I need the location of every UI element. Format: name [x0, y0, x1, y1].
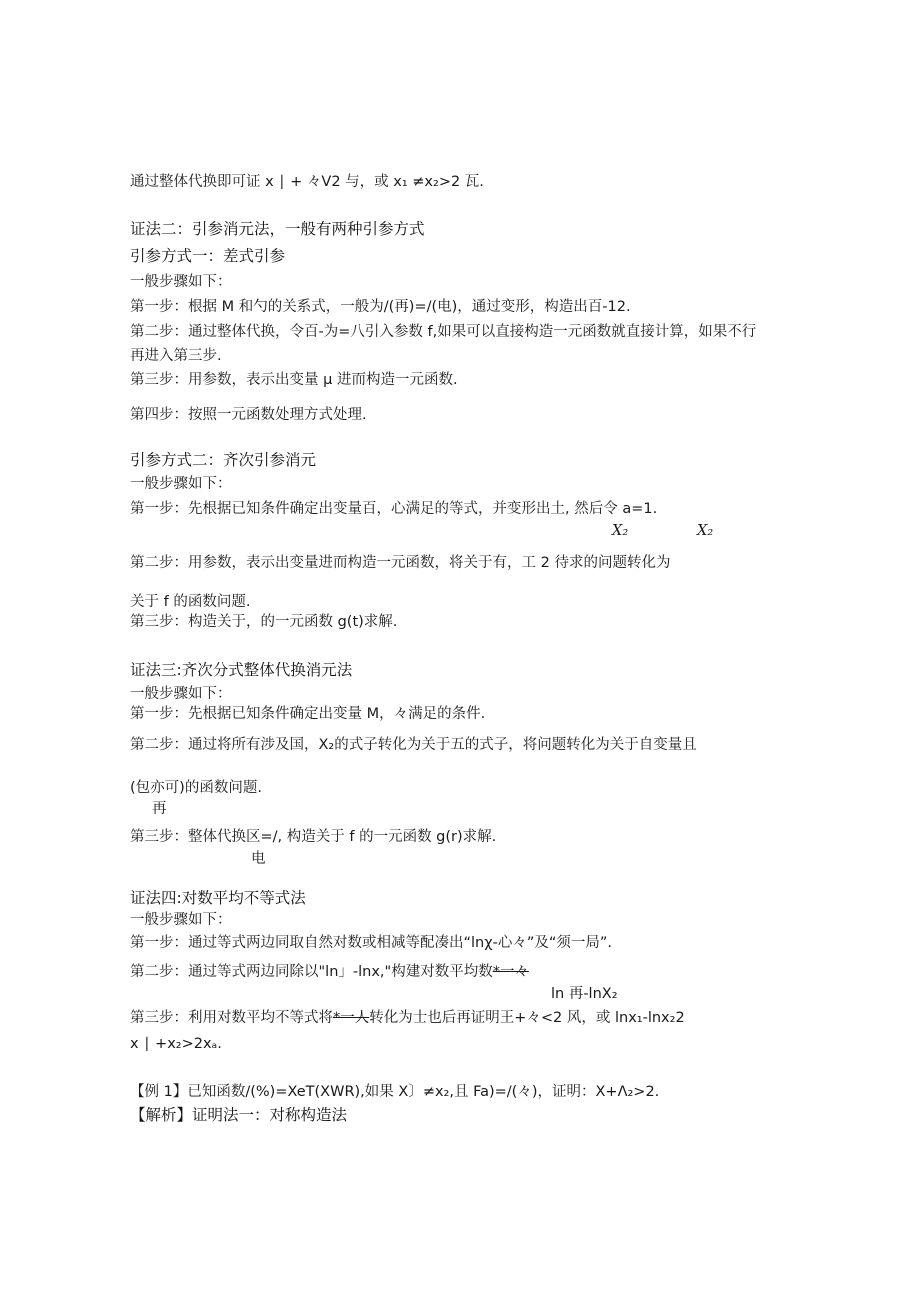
- way1-step2: 第二步：通过整体代换，令百-为=八引入参数 f,如果可以直接构造一元函数就直接计算，如果不行: [130, 324, 757, 340]
- way2-x2-a: X₂: [612, 523, 629, 539]
- method3-step1: 第一步：先根据已知条件确定出变量 M，々满足的条件.: [130, 706, 486, 722]
- method4-step1: 第一步：通过等式两边同取自然对数或相减等配凑出“lnχ-心々”及“须一局”.: [130, 935, 612, 951]
- way2-x2-b: X₂: [697, 523, 714, 539]
- method4-step2-denominator: ln 再-lnX₂: [551, 986, 618, 1002]
- way1-step3: 第三步：用参数，表示出变量 μ 进而构造一元函数.: [130, 372, 458, 388]
- way2-step3: 第三步：构造关于，的一元函数 g(t)求解.: [130, 614, 398, 630]
- general-steps-2: 一般步骤如下：: [130, 476, 232, 492]
- example-1: 【例 1】已知函数/(%)=XeT(XWR),如果 X〕≠x₂,且 Fa)=/(々)，证明：X+Λ₂>2.: [130, 1084, 660, 1100]
- heading-method-2: 证法二：引参消元法，一般有两种引参方式: [130, 220, 425, 238]
- analysis-heading: 【解析】证明法一：对称构造法: [130, 1106, 348, 1124]
- general-steps-3: 一般步骤如下：: [130, 686, 232, 702]
- method3-step3: 第三步：整体代换区=/, 构造关于 f 的一元函数 g(r)求解.: [130, 829, 497, 845]
- method4-step2-text: 第二步：通过等式两边同除以"ln」-lnx,"构建对数平均数: [130, 964, 493, 980]
- heading-method-3: 证法三:齐次分式整体代换消元法: [130, 661, 353, 679]
- way1-step1: 第一步：根据 M 和勺的关系式，一般为/(再)=/(电)，通过变形，构造出百-12.: [130, 299, 631, 315]
- method4-step3: [130, 1008, 685, 1028]
- heading-way-1: 引参方式一：差式引参: [130, 247, 286, 265]
- method3-zai: 再: [152, 801, 167, 817]
- way1-step2-cont: 再进入第三步.: [130, 348, 222, 364]
- method4-step3-text: 第三步：利用对数平均不等式将: [130, 1010, 333, 1026]
- method3-dian: 电: [251, 851, 266, 867]
- way2-step2: 第二步：用参数，表示出变量进而构造一元函数，将关于有，工 2 待求的问题转化为: [130, 555, 671, 571]
- way2-step1: 第一步：先根据已知条件确定出变量百，心满足的等式，并变形出土, 然后令 a=1.: [130, 501, 658, 517]
- method4-step2: [130, 962, 529, 982]
- method4-step3-strike: *一人: [333, 1010, 370, 1026]
- method3-step2: 第二步：通过将所有涉及国，X₂的式子转化为关于五的式子，将问题转化为关于自变量且: [130, 737, 697, 753]
- method4-step3-cont: x ∣ +x₂>2xₐ.: [130, 1036, 222, 1052]
- method3-step2-cont: (包亦可)的函数问题.: [130, 780, 262, 796]
- heading-method-4: 证法四:对数平均不等式法: [130, 889, 306, 907]
- method4-step3-tail: 转化为士也后再证明王+々<2 风，或 lnx₁-lnx₂2: [369, 1010, 685, 1026]
- line-0: 通过整体代换即可证 x ∣ + 々V2 与，或 x₁ ≠x₂>2 瓦.: [130, 174, 484, 190]
- method4-step2-strike: *一々: [492, 964, 529, 980]
- general-steps-4: 一般步骤如下：: [130, 912, 232, 928]
- way2-step2-cont: 关于 f 的函数问题.: [130, 594, 251, 610]
- general-steps-1: 一般步骤如下：: [130, 274, 232, 290]
- heading-way-2: 引参方式二：齐次引参消元: [130, 451, 317, 469]
- way1-step4: 第四步：按照一元函数处理方式处理.: [130, 407, 367, 423]
